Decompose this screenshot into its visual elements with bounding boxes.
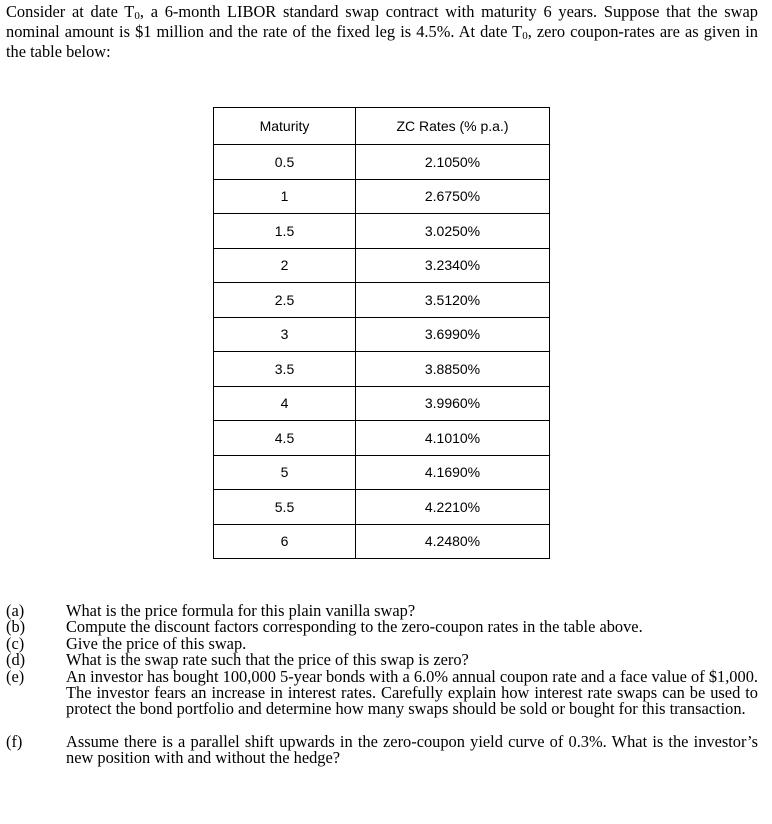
rate-cell: 3.0250% <box>356 214 550 249</box>
rate-cell: 4.2480% <box>356 524 550 559</box>
table-row <box>214 352 550 387</box>
rate-cell: 3.5120% <box>356 283 550 318</box>
rate-cell: 4.2210% <box>356 490 550 525</box>
table-row <box>214 317 550 352</box>
rate-cell: 3.9960% <box>356 386 550 421</box>
question-text: An investor has bought 100,000 5-year bonds with a 6.0% annual coupon rate and a face value of $1,000. The investor fears an increase in interest rates. Carefully explain how interest rate swaps can be used to protect the bond portfolio and determine how many swaps should be sold or bought for this transaction. <box>66 666 758 719</box>
maturity-cell: 3.5 <box>214 352 356 387</box>
zc-rates-table <box>213 107 550 559</box>
question-text: Compute the discount factors corresponding to the zero-coupon rates in the table above. <box>66 617 643 637</box>
rate-cell: 3.6990% <box>356 317 550 352</box>
maturity-cell: 5 <box>214 455 356 490</box>
question-label: (c) <box>6 633 25 653</box>
header-maturity: Maturity <box>214 108 356 145</box>
header-zc-rates: ZC Rates (% p.a.) <box>356 108 550 145</box>
intro-subscript-1: 0 <box>134 10 140 22</box>
maturity-cell: 6 <box>214 524 356 559</box>
maturity-cell: 2 <box>214 248 356 283</box>
rate-cell: 2.1050% <box>356 145 550 180</box>
rate-cell: 4.1010% <box>356 421 550 456</box>
table-row <box>214 214 550 249</box>
question-label: (d) <box>6 650 26 670</box>
maturity-cell: 4.5 <box>214 421 356 456</box>
table-row <box>214 524 550 559</box>
intro-text-2: , a 6-month LIBOR standard swap contract with maturity 6 years. Suppose that the swap nominal amount is $1 million and the rate of the fixed leg is 4.5%. At date T <box>6 2 758 41</box>
table-row <box>214 248 550 283</box>
table-row <box>214 145 550 180</box>
table-row <box>214 421 550 456</box>
maturity-cell: 3 <box>214 317 356 352</box>
question-text: Give the price of this swap. <box>66 633 247 653</box>
question-text: Assume there is a parallel shift upwards in the zero-coupon yield curve of 0.3%. What is the investor’s new position with and without the hedge? <box>66 731 758 768</box>
question-label: (b) <box>6 617 26 637</box>
table-row <box>214 455 550 490</box>
maturity-cell: 2.5 <box>214 283 356 318</box>
intro-text-1: Consider at date T <box>6 2 135 21</box>
table-header-row <box>214 108 550 145</box>
table-row <box>214 283 550 318</box>
maturity-cell: 4 <box>214 386 356 421</box>
question-item <box>0 731 758 768</box>
maturity-cell: 1 <box>214 179 356 214</box>
maturity-cell: 1.5 <box>214 214 356 249</box>
rate-cell: 3.8850% <box>356 352 550 387</box>
rate-cell: 2.6750% <box>356 179 550 214</box>
table-row <box>214 386 550 421</box>
question-label: (e) <box>6 666 25 686</box>
question-label: (f) <box>6 731 23 751</box>
question-list <box>0 603 772 767</box>
question-label: (a) <box>6 601 25 620</box>
rate-cell: 4.1690% <box>356 455 550 490</box>
rate-cell: 3.2340% <box>356 248 550 283</box>
intro-subscript-2: 0 <box>522 30 528 42</box>
question-text: What is the price formula for this plain vanilla swap? <box>66 601 416 620</box>
question-text: What is the swap rate such that the price of this swap is zero? <box>66 650 469 670</box>
maturity-cell: 0.5 <box>214 145 356 180</box>
intro-paragraph <box>6 2 758 62</box>
table-row <box>214 179 550 214</box>
table-row <box>214 490 550 525</box>
intro-text-3: , zero coupon-rates are as given in the table below: <box>6 22 758 61</box>
question-item <box>0 666 758 719</box>
maturity-cell: 5.5 <box>214 490 356 525</box>
